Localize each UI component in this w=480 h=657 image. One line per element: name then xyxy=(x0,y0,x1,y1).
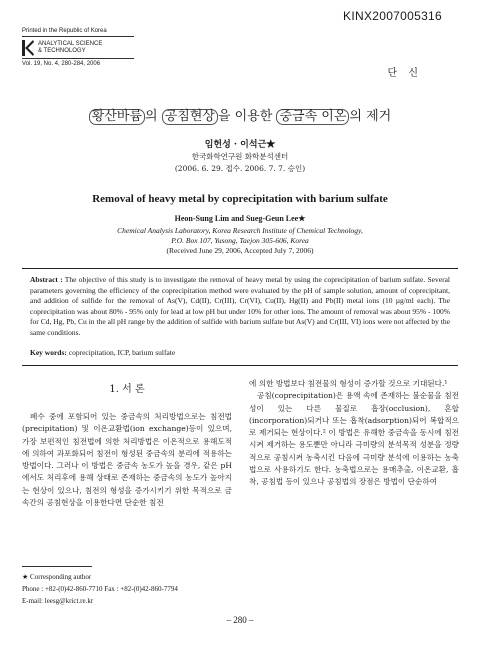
volume-info: Vol. 19, No. 4, 280-284, 2006 xyxy=(22,61,101,67)
body-paragraph: 폐수 중에 포함되어 있는 중금속의 처리방법으로는 침전법(precipitation) 및 이온교환법(ion exchange)등이 있으며, 가장 보편적인 침전법에 의한 처리방법은 이온적으로 용해도적에 의하여 과포화되어 침전이 형성된 중금속의 분리에 적용하는 방법이다. 그러나 이 방법은 중금속 농도가 높을 경우, 같은 pH에서도 처리후에 용해 상태로 존재하는 중금속의 농도가 높아지는 현상이 있으나, 침전의 형성을 증가시키기 위한 목적으로 금속간의 공침현상을 이용한다면 단순한 침전 xyxy=(22,412,232,508)
journal-logo-icon xyxy=(22,40,34,56)
footnote-rule xyxy=(22,566,92,567)
abstract-text: The objective of this study is to investigate the removal of heavy metal by using the coprecipitation of barium sulfate. Several parameters governing the efficiency of the coprecipitation method were evaluated by the pH of sample solution, amount of coprecipitant, and addition of sulfide for the removal of As(V), Cd(II), Cr(III), Cr(VI), Cu(II), Hg(II) and Pb(II) metal ions (10 µg/ml each). The coprecipitation was about 80% - 95% only for lead at low pH but under 10% for other ions. The amount of removal was about 95% - 100% for Cd, Hg, Pb, Cu in the all pH range by the addition of sulfide with barium sulfate but As(V) and Cr(III, VI) ions were not affected by the same conditions. xyxy=(30,275,450,337)
footnote xyxy=(22,571,178,607)
journal-name-line2: & TECHNOLOGY xyxy=(38,48,86,54)
header-rule-bottom xyxy=(22,58,134,59)
corresponding-author: ★ Corresponding author xyxy=(22,573,92,581)
body-paragraph: 에 의한 방법보다 침전물의 형성이 증가할 것으로 기대된다.¹ xyxy=(249,379,448,388)
title-text: 을 이용한 xyxy=(217,109,277,124)
title-highlight: 황산바륨 xyxy=(89,109,145,125)
abstract-rule-top xyxy=(22,268,458,269)
title-highlight: 공침현상 xyxy=(162,109,218,125)
keywords xyxy=(30,348,175,357)
journal-name-line1: ANALYTICAL SCIENCE xyxy=(38,41,103,47)
english-affiliation xyxy=(0,226,480,256)
affiliation-line2: P.O. Box 107, Yusong, Taejon 305-606, Korea xyxy=(171,236,309,245)
section-tag: 단 신 xyxy=(387,68,422,79)
english-title: Removal of heavy metal by coprecipitation with barium sulfate xyxy=(92,193,388,205)
body-paragraph: 공침(coprecipitation)은 용액 속에 존재하는 불순물을 침전성이 있는 다른 물질로 흡장(occlusion), 혼합(incorporation)되거나 또는 흡착(adsorption)되어 복합적으로 제거되는 현상이다.² 이 방법은 유해한 중금속을 동시에 침전시켜 제거하는 용도뿐만 아니라 극미량의 분석목적 성분을 정량적으로 공침시켜 농축시킨 다음에 극미량 분석에 이용하는 농축법으로 사용하기도 한다. 농축법으로는 용매추출, 이온교환, 흡착, 공침법 등이 있으나 공침법의 장점은 방법이 단순하여 xyxy=(249,391,459,487)
title-text: 의 xyxy=(145,109,162,124)
english-authors: Heon-Sung Lim and Sueg-Geun Lee★ xyxy=(174,214,306,223)
abstract-rule-bottom xyxy=(22,365,458,366)
contact-phone-fax: Phone : +82-(0)42-860-7710 Fax : +82-(0)42-860-7794 xyxy=(22,585,178,593)
abstract xyxy=(30,275,450,338)
korean-dates: (2006. 6. 29. 접수. 2006. 7. 7. 승인) xyxy=(174,164,306,173)
body-column-left xyxy=(22,411,232,509)
korean-affiliation: 한국화학연구원 화학분석센터 xyxy=(191,152,289,161)
keywords-label: Key words: xyxy=(30,348,67,357)
received-dates: (Received June 29, 2006, Accepted July 7, 2006) xyxy=(166,246,314,255)
title-highlight: 중금속 이온 xyxy=(276,109,349,125)
journal-name xyxy=(38,41,102,55)
contact-email: E-mail: leesg@krict.re.kr xyxy=(22,597,94,605)
abstract-label: Abstract : xyxy=(30,275,63,284)
title-text: 의 제거 xyxy=(349,109,392,124)
document-id: KINX2007005316 xyxy=(343,9,442,23)
body-column-right xyxy=(249,378,459,489)
printed-in-note: Printed in the Republic of Korea xyxy=(22,28,107,34)
page-number: – 280 – xyxy=(226,615,254,625)
header-rule-top xyxy=(22,36,134,37)
section-heading: 1. 서 론 xyxy=(109,384,145,395)
affiliation-line1: Chemical Analysis Laboratory, Korea Research Institute of Chemical Technology, xyxy=(117,226,363,235)
keywords-text: coprecipitation, ICP, barium sulfate xyxy=(66,348,176,357)
korean-authors: 임헌성 · 이석근★ xyxy=(204,140,276,150)
korean-title xyxy=(0,105,480,125)
